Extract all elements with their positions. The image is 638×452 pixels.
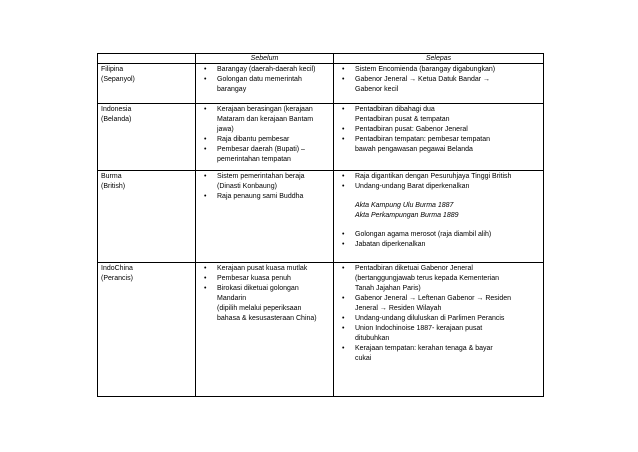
colonizer-name: (Belanda) [101,116,132,123]
colonizer-name: (Sepanyol) [101,76,135,83]
list-item: • Golongan agama merosot (raja diambil alih) [337,230,540,240]
list-item: • Pentadbiran pusat: Gabenor Jeneral [337,125,540,135]
list-item: • Union Indochinoise 1887- kerajaan pusat ditubuhkan [337,324,540,344]
header-sebelum: Sebelum [196,54,334,64]
before-cell [196,104,334,171]
before-cell [196,263,334,397]
header-selepas: Selepas [334,54,544,64]
list-item: • Undang-undang Barat diperkenalkan [337,182,540,192]
list-item: • Kerajaan berasingan (kerajaan Mataram dan kerajaan Bantam jawa) [199,105,330,135]
list-item: • Kerajaan tempatan: kerahan tenaga & bayar cukai [337,344,540,364]
table-row [98,64,544,104]
after-cell [334,64,544,104]
list-item: • Pentadbiran tempatan: pembesar tempatan bawah pengawasan pegawai Belanda [337,135,540,155]
after-cell [334,104,544,171]
list-item: • Raja penaung sami Buddha [199,192,330,202]
after-cell [334,171,544,263]
table-row [98,263,544,397]
list-item: • Raja digantikan dengan Pesuruhjaya Tinggi British [337,172,540,182]
list-item: • Jabatan diperkenalkan [337,240,540,250]
country-name: IndoChina [101,265,133,272]
before-cell [196,171,334,263]
list-item: • Barangay (daerah-daerah kecil) [199,65,330,75]
list-item: • Birokasi diketuai golongan Mandarin (dipilih melalui peperiksaan bahasa & kesusasteraan China) [199,284,330,324]
table-row [98,104,544,171]
list-item: • Pentadbiran diketuai Gabenor Jeneral (bertanggungjawab terus kepada Kementerian Tanah Jajahan Paris) [337,264,540,294]
country-name: Indonesia [101,106,132,113]
after-cell [334,263,544,397]
list-item: • Gabenor Jeneral → Leftenan Gabenor → Residen Jeneral → Residen Wilayah [337,294,540,314]
list-item: • Undang-undang diluluskan di Parlimen Perancis [337,314,540,324]
list-item: • Pembesar kuasa penuh [199,274,330,284]
country-cell [98,64,196,104]
list-item: • Pembesar daerah (Bupati) – pemerintahan tempatan [199,145,330,165]
comparison-table [97,53,544,397]
before-cell [196,64,334,104]
country-cell [98,104,196,171]
list-item: • Raja dibantu pembesar [199,135,330,145]
colonizer-name: (Perancis) [101,275,133,282]
country-name: Filipina [101,66,124,73]
list-item: • Kerajaan pusat kuasa mutlak [199,264,330,274]
list-item: • Gabenor Jeneral → Ketua Datuk Bandar → Gabenor kecil [337,75,540,95]
table-row [98,171,544,263]
country-cell [98,171,196,263]
act-name: Akta Perkampungan Burma 1889 [355,212,459,219]
country-cell [98,263,196,397]
header-empty [98,54,196,64]
header-row [98,54,544,64]
list-item: • Sistem pemerintahan beraja (Dinasti Konbaung) [199,172,330,192]
list-item: • Pentadbiran dibahagi dua Pentadbiran pusat & tempatan [337,105,540,125]
country-name: Burma [101,173,122,180]
list-item: • Golongan datu memerintah barangay [199,75,330,95]
list-item: • Sistem Encomienda (barangay digabungkan) [337,65,540,75]
act-name: Akta Kampung Ulu Burma 1887 [355,202,454,209]
colonizer-name: (British) [101,183,126,190]
